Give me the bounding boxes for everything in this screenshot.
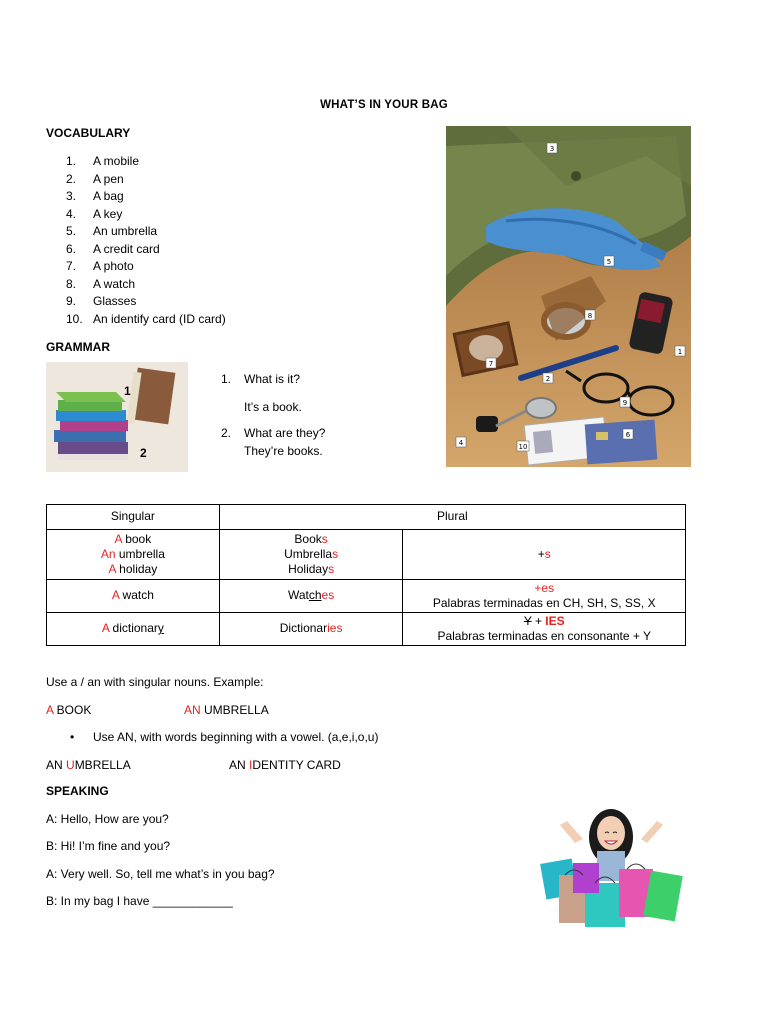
- photo-number-label: [547, 143, 557, 153]
- example-an-identity-card: AN IDENTITY CARD: [229, 758, 341, 772]
- question-2: What are they?: [244, 426, 326, 440]
- book-number-label: 1: [124, 384, 131, 398]
- vocab-item: 9. Glasses: [66, 294, 137, 308]
- dialogue-line: A: Hello, How are you?: [46, 812, 169, 826]
- table-row: [47, 580, 686, 613]
- photo-number-label: [456, 437, 466, 447]
- table-row: [47, 530, 686, 580]
- singular-cell: A dictionary: [47, 613, 220, 646]
- example-a-book: A BOOK: [46, 703, 92, 717]
- rule-cell: Y + IES Palabras terminadas en consonante + Y: [403, 613, 686, 646]
- table-row: [47, 613, 686, 646]
- vocab-item: 4. A key: [66, 206, 123, 221]
- answer-2: They’re books.: [244, 444, 323, 458]
- usage-intro: Use a / an with singular nouns. Example:: [46, 675, 264, 689]
- vocab-item: 3. A bag: [66, 189, 124, 203]
- plural-rules-table: [46, 504, 686, 646]
- dialogue-line: B: In my bag I have ____________: [46, 894, 233, 908]
- books-number-label: 2: [140, 446, 147, 460]
- column-header-plural: Plural: [219, 505, 685, 530]
- svg-text:2: 2: [545, 375, 551, 383]
- photo-number-label: [517, 441, 529, 451]
- svg-text:10: 10: [518, 443, 528, 451]
- singular-cell: A book An umbrella A holiday: [47, 530, 220, 580]
- example-an-umbrella-2: AN UMBRELLA: [46, 758, 131, 772]
- photo-number-label: [675, 346, 685, 356]
- answer-1: It’s a book.: [244, 400, 302, 414]
- svg-text:7: 7: [488, 360, 494, 368]
- bag-contents-illustration: [446, 126, 691, 467]
- dialogue-line: B: Hi! I’m fine and you?: [46, 839, 171, 853]
- svg-text:6: 6: [625, 431, 631, 439]
- photo-number-label: [620, 397, 630, 407]
- vocab-item: 7. A photo: [66, 259, 134, 273]
- vocabulary-heading: VOCABULARY: [46, 126, 131, 140]
- question-2-number: 2.: [221, 426, 232, 440]
- plural-cell: Dictionaries: [219, 613, 403, 646]
- photo-number-label: [543, 373, 553, 383]
- vocab-item: 2. A pen: [66, 171, 124, 186]
- vocab-item: 5. An umbrella: [66, 224, 158, 238]
- shopping-girl-illustration: [535, 803, 690, 933]
- vocabulary-list: [66, 153, 406, 328]
- grammar-heading: GRAMMAR: [46, 340, 110, 354]
- page-title: WHAT’S IN YOUR BAG: [320, 99, 448, 111]
- example-an-umbrella: AN UMBRELLA: [184, 703, 269, 717]
- vocab-item: 1. A mobile: [66, 154, 140, 168]
- svg-text:8: 8: [587, 312, 593, 320]
- rule-cell: +es Palabras terminadas en CH, SH, S, SS, X: [403, 580, 686, 613]
- question-1-number: 1.: [221, 372, 232, 386]
- vocab-item: 8. A watch: [66, 276, 136, 291]
- photo-number-label: [486, 358, 496, 368]
- singular-cell: A watch: [47, 580, 220, 613]
- vowel-rule: Use AN, with words beginning with a vowel. (a,e,i,o,u): [93, 730, 379, 744]
- photo-number-label: [585, 310, 595, 320]
- svg-text:9: 9: [622, 399, 628, 407]
- column-header-singular: Singular: [47, 505, 220, 530]
- plural-cell: Watches: [219, 580, 403, 613]
- speaking-heading: SPEAKING: [46, 784, 109, 798]
- photo-number-label: [604, 256, 614, 266]
- photo-number-label: [623, 429, 633, 439]
- svg-text:4: 4: [458, 439, 464, 447]
- svg-text:3: 3: [549, 145, 555, 153]
- vocab-item: 6. A credit card: [66, 241, 160, 256]
- plural-cell: Books Umbrellas Holidays: [219, 530, 403, 580]
- question-1: What is it?: [244, 372, 301, 386]
- svg-text:1: 1: [677, 348, 683, 356]
- books-illustration: [46, 362, 188, 472]
- bag-contents-photo: [446, 126, 691, 467]
- bullet-icon: •: [70, 730, 75, 744]
- svg-text:5: 5: [606, 258, 612, 266]
- dialogue-line: A: Very well. So, tell me what’s in you bag?: [46, 867, 275, 881]
- rule-cell: +s: [403, 530, 686, 580]
- table-header-row: [47, 505, 686, 530]
- vocab-item: 10. An identify card (ID card): [66, 311, 226, 326]
